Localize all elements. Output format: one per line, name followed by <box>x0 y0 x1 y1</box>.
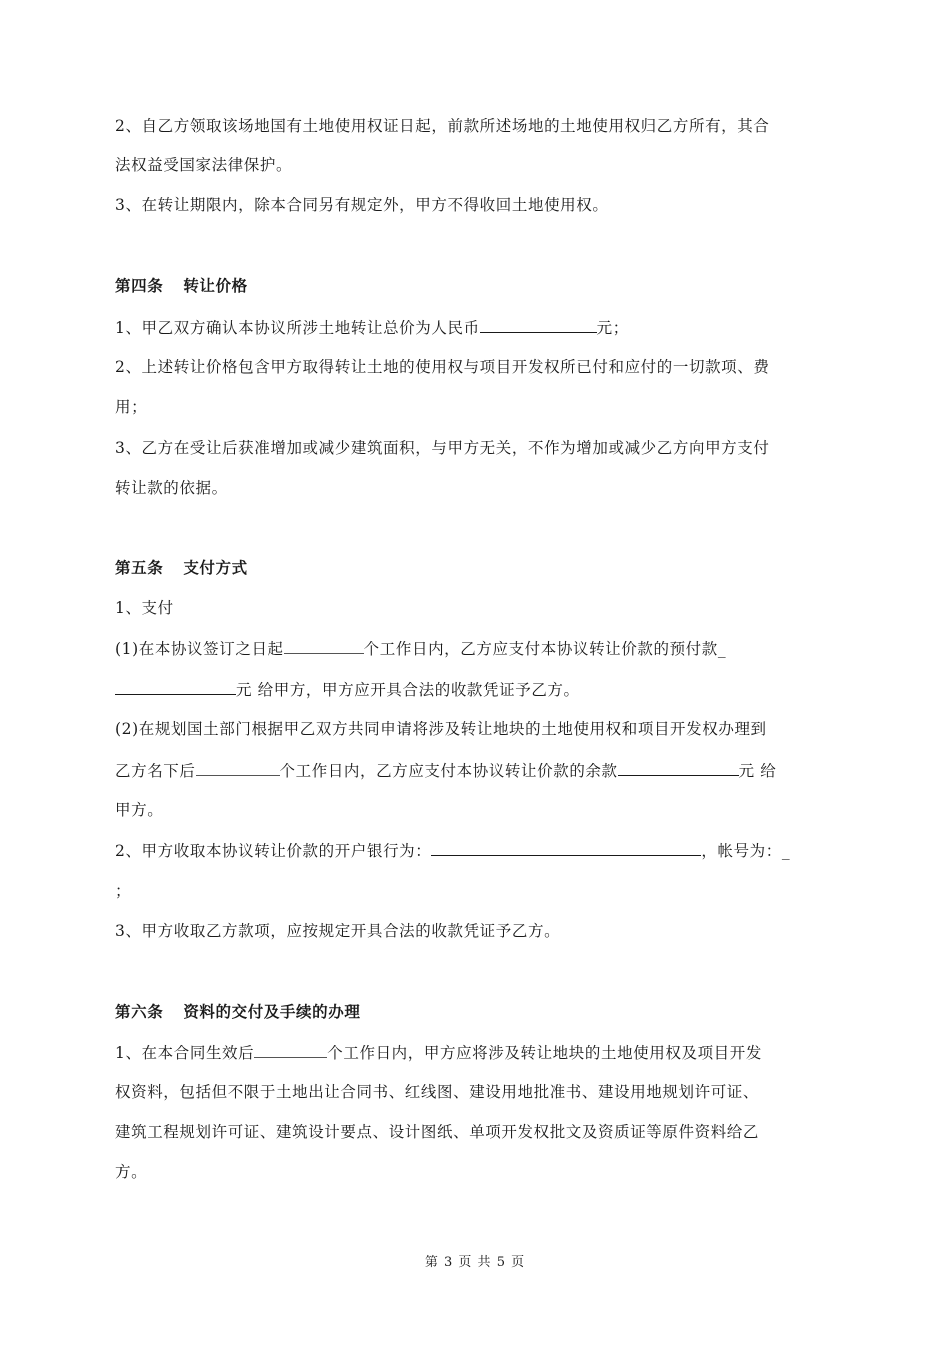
balance-blank <box>618 760 739 776</box>
page-number: 第 3 页 共 5 页 <box>424 1255 526 1270</box>
article-4-title: 转让价格 <box>183 277 248 295</box>
clause-5-1-2-line3: 甲方。 <box>115 801 164 819</box>
article-6-title: 资料的交付及手续的办理 <box>183 1003 361 1021</box>
clause-4-2-line2: 用； <box>115 398 148 416</box>
clause-5-1-1-line2: 元 给甲方，甲方应开具合法的收款凭证予乙方。 <box>115 679 580 700</box>
workdays-blank-2 <box>196 760 280 776</box>
clause-4-3-line2: 转让款的依据。 <box>115 479 228 497</box>
clause-3-2-line1: 2、自乙方领取该场地国有土地使用权证日起，前款所述场地的土地使用权归乙方所有，其合 <box>115 117 770 135</box>
clause-5-3: 3、甲方收取乙方款项，应按规定开具合法的收款凭证予乙方。 <box>115 922 561 940</box>
clause-6-1-line2: 权资料，包括但不限于土地出让合同书、红线图、建设用地批准书、建设用地规划许可证、 <box>115 1083 760 1101</box>
article-5-heading <box>115 558 248 578</box>
clause-4-3-line1: 3、乙方在受让后获准增加或减少建筑面积，与甲方无关，不作为增加或减少乙方向甲方支付 <box>115 439 770 457</box>
article-4-number: 第四条 <box>115 277 164 295</box>
prepayment-blank <box>115 679 236 695</box>
clause-5-1-2-line2: 乙方名下后 个工作日内，乙方应支付本协议转让价款的余款 元 给 <box>115 762 777 780</box>
clause-6-1-line3: 建筑工程规划许可证、建筑设计要点、设计图纸、单项开发权批文及资质证等原件资料给乙 <box>115 1123 760 1141</box>
clause-5-1-1-line1: (1)在本协议签订之日起 个工作日内，乙方应支付本协议转让价款的预付款_ <box>115 640 727 658</box>
total-price-blank <box>480 317 597 333</box>
clause-3-2-line2: 法权益受国家法律保护。 <box>115 156 293 174</box>
clause-5-1-2-line1: (2)在规划国土部门根据甲乙双方共同申请将涉及转让地块的土地使用权和项目开发权办理到 <box>115 720 767 738</box>
clause-5-2-line1: 2、甲方收取本协议转让价款的开户银行为： ，帐号为：_ <box>115 842 791 860</box>
article-5-title: 支付方式 <box>183 559 248 577</box>
workdays-blank-3 <box>254 1042 327 1058</box>
clause-6-1-line4: 方。 <box>115 1163 148 1181</box>
article-4-heading <box>115 276 248 296</box>
clause-4-1: 1、甲乙双方确认本协议所涉土地转让总价为人民币 元； <box>115 319 629 337</box>
clause-5-2-line2: ； <box>115 882 132 900</box>
article-6-heading <box>115 1002 360 1022</box>
clause-5-1: 1、支付 <box>115 599 174 617</box>
clause-3-3: 3、在转让期限内，除本合同另有规定外，甲方不得收回土地使用权。 <box>115 196 609 214</box>
article-6-number: 第六条 <box>115 1003 164 1021</box>
clause-4-2-line1: 2、上述转让价格包含甲方取得转让土地的使用权与项目开发权所已付和应付的一切款项、费 <box>115 358 770 376</box>
article-5-number: 第五条 <box>115 559 164 577</box>
clause-6-1-line1: 1、在本合同生效后 个工作日内，甲方应将涉及转让地块的土地使用权及项目开发 <box>115 1044 762 1062</box>
bank-blank <box>431 840 701 856</box>
workdays-blank-1 <box>284 638 364 654</box>
